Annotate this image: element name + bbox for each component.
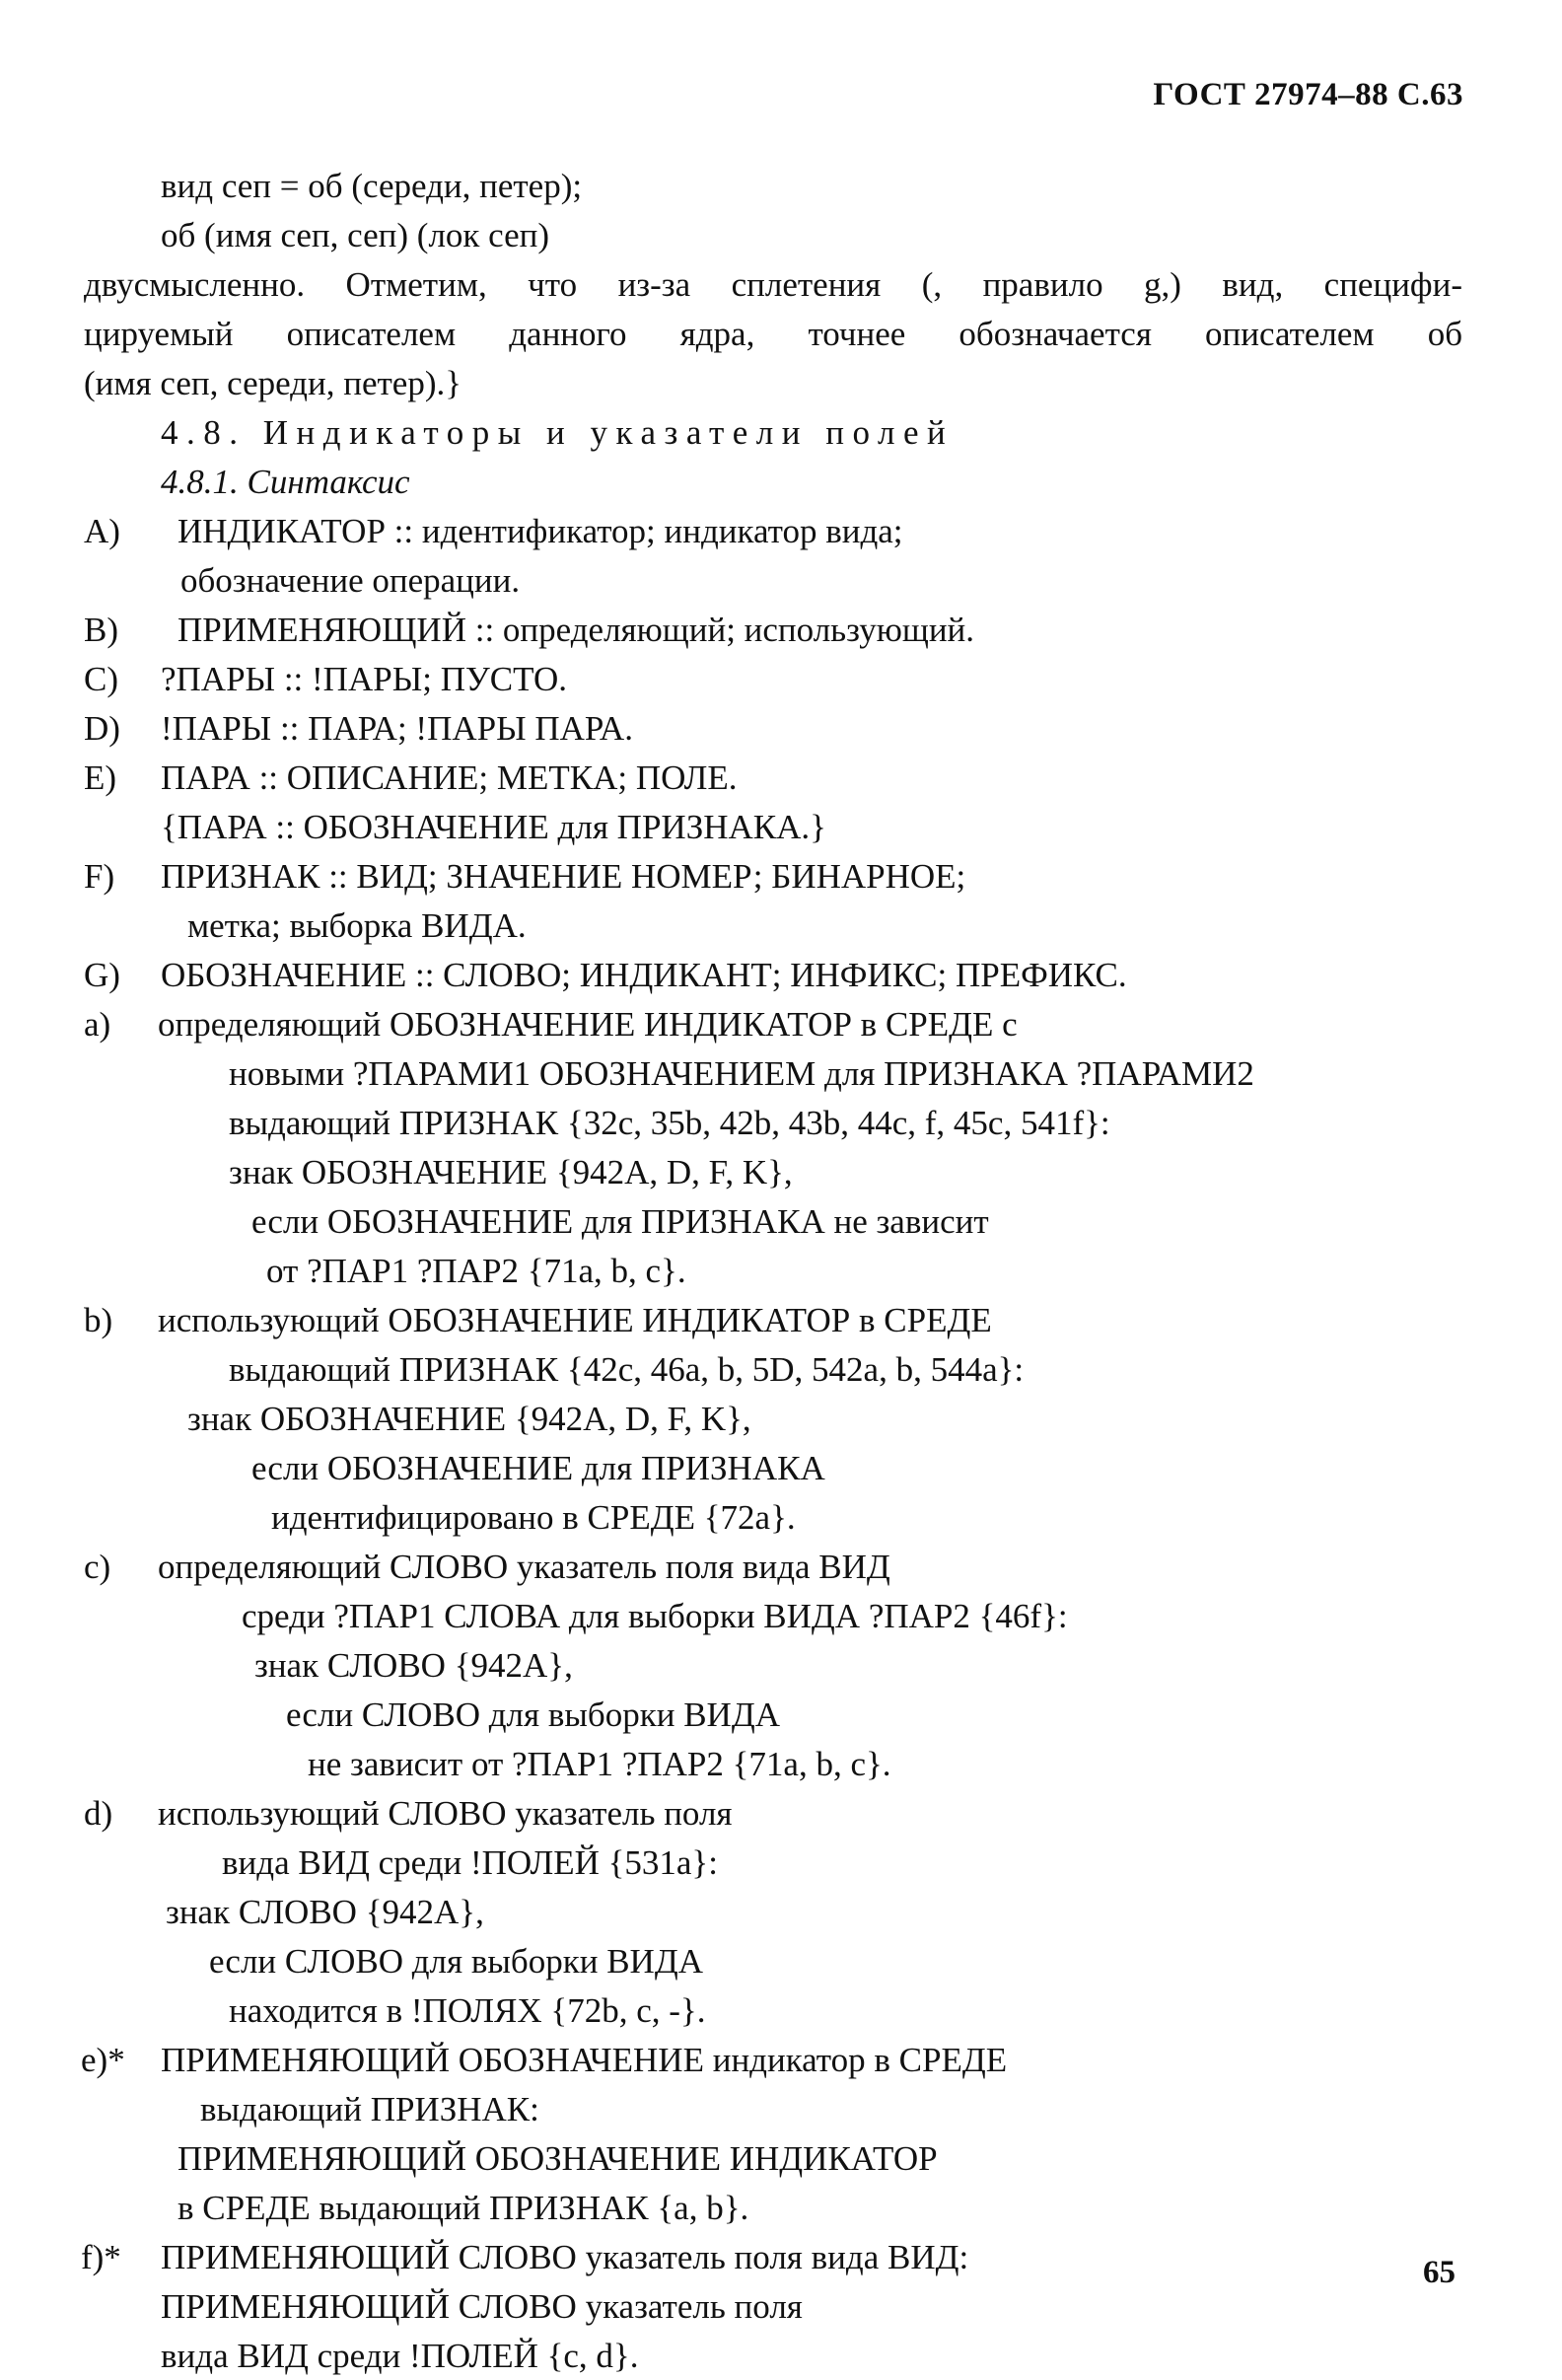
rule-text: выдающий ПРИЗНАК {32c, 35b, 42b, 43b, 44c, f, 45c, 541f}: (229, 1104, 1110, 1142)
rule-text: ПРИМЕНЯЮЩИЙ СЛОВО указатель поля (161, 2287, 803, 2326)
rule-marker: f)* (81, 2238, 121, 2276)
rule-text: ПРИМЕНЯЮЩИЙ СЛОВО указатель поля вида ВИД: (161, 2238, 969, 2276)
rule-text: среди ?ПАР1 СЛОВА для выборки ВИДА ?ПАР2 {46f}: (242, 1597, 1068, 1635)
rule-marker: C) (84, 660, 118, 698)
rule-text: обозначение операции. (180, 561, 521, 600)
rule-marker: B) (84, 611, 118, 649)
subsection-title: 4.8.1. Синтаксис (161, 463, 410, 501)
rule-text: ИНДИКАТОР :: идентификатор; индикатор вида; (178, 512, 903, 550)
rule-text: находится в !ПОЛЯХ {72b, c, -}. (229, 1991, 706, 2030)
rule-marker: D) (84, 709, 120, 748)
rule-text: ?ПАРЫ :: !ПАРЫ; ПУСТО. (161, 660, 568, 698)
rule-text: {ПАРА :: ОБОЗНАЧЕНИЕ для ПРИЗНАКА.} (161, 808, 826, 846)
rule-text: ПАРА :: ОПИСАНИЕ; МЕТКА; ПОЛЕ. (161, 758, 738, 797)
rule-marker: A) (84, 512, 120, 550)
rule-text: знак СЛОВО {942A}, (254, 1646, 573, 1685)
rule-text: если СЛОВО для выборки ВИДА (209, 1942, 703, 1981)
rule-text: если СЛОВО для выборки ВИДА (286, 1695, 780, 1734)
rule-text: знак СЛОВО {942A}, (166, 1893, 484, 1931)
page-header: ГОСТ 27974–88 С.63 (1153, 77, 1463, 112)
rule-text: знак ОБОЗНАЧЕНИЕ {942A, D, F, K}, (229, 1153, 793, 1191)
rule-text: определяющий СЛОВО указатель поля вида ВИД (158, 1548, 890, 1586)
rule-marker: a) (84, 1005, 111, 1044)
rule-text: в СРЕДЕ выдающий ПРИЗНАК {a, b}. (178, 2189, 749, 2227)
rule-text: идентифицировано в СРЕДЕ {72a}. (271, 1498, 796, 1537)
rule-marker: G) (84, 956, 120, 994)
rule-text: новыми ?ПАРАМИ1 ОБОЗНАЧЕНИЕМ для ПРИЗНАКА ?ПАРАМИ2 (229, 1054, 1254, 1093)
rule-text: !ПАРЫ :: ПАРА; !ПАРЫ ПАРА. (161, 709, 633, 748)
intro-text: об (имя сеп, сеп) (лок сеп) (161, 216, 550, 254)
rule-marker: d) (84, 1794, 113, 1833)
rule-text: выдающий ПРИЗНАК: (200, 2090, 539, 2128)
rule-text: определяющий ОБОЗНАЧЕНИЕ ИНДИКАТОР в СРЕДЕ с (158, 1005, 1018, 1044)
rule-text: ПРИЗНАК :: ВИД; ЗНАЧЕНИЕ НОМЕР; БИНАРНОЕ; (161, 857, 966, 896)
rule-text: вида ВИД среди !ПОЛЕЙ {c, d}. (161, 2337, 639, 2375)
rule-marker: b) (84, 1301, 113, 1339)
rule-text: от ?ПАР1 ?ПАР2 {71a, b, c}. (266, 1252, 686, 1290)
intro-text: цируемый описателем данного ядра, точнее обозначается описателем об (84, 315, 1462, 353)
rule-text: вида ВИД среди !ПОЛЕЙ {531a}: (222, 1843, 718, 1882)
rule-marker: c) (84, 1548, 111, 1586)
rule-text: ПРИМЕНЯЮЩИЙ ОБОЗНАЧЕНИЕ ИНДИКАТОР (178, 2139, 938, 2178)
rule-text: использующий СЛОВО указатель поля (158, 1794, 733, 1833)
rule-text: если ОБОЗНАЧЕНИЕ для ПРИЗНАКА не зависит (251, 1202, 989, 1241)
rule-text: выдающий ПРИЗНАК {42c, 46a, b, 5D, 542a, b, 544a}: (229, 1350, 1025, 1389)
rule-marker: e)* (81, 2041, 125, 2079)
rule-text: ПРИМЕНЯЮЩИЙ ОБОЗНАЧЕНИЕ индикатор в СРЕДЕ (161, 2041, 1008, 2079)
rule-text: если ОБОЗНАЧЕНИЕ для ПРИЗНАКА (251, 1449, 825, 1487)
rule-text: ПРИМЕНЯЮЩИЙ :: определяющий; использующий. (178, 611, 975, 649)
intro-text: двусмысленно. Отметим, что из-за сплетения (, правило g,) вид, специфи- (84, 265, 1462, 304)
intro-text: (имя сеп, середи, петер).} (84, 364, 462, 402)
section-title: 4.8. Индикаторы и указатели полей (161, 413, 955, 452)
page-number: 65 (1423, 2255, 1456, 2290)
rule-text: знак ОБОЗНАЧЕНИЕ {942A, D, F, K}, (187, 1400, 751, 1438)
intro-text: вид сеп = об (середи, петер); (161, 167, 583, 205)
rule-text: не зависит от ?ПАР1 ?ПАР2 {71a, b, c}. (308, 1745, 891, 1783)
rule-text: ОБОЗНАЧЕНИЕ :: СЛОВО; ИНДИКАНТ; ИНФИКС; ПРЕФИКС. (161, 956, 1127, 994)
rule-text: метка; выборка ВИДА. (187, 906, 527, 945)
rule-marker: E) (84, 758, 117, 797)
rule-marker: F) (84, 857, 115, 896)
rule-text: использующий ОБОЗНАЧЕНИЕ ИНДИКАТОР в СРЕДЕ (158, 1301, 992, 1339)
